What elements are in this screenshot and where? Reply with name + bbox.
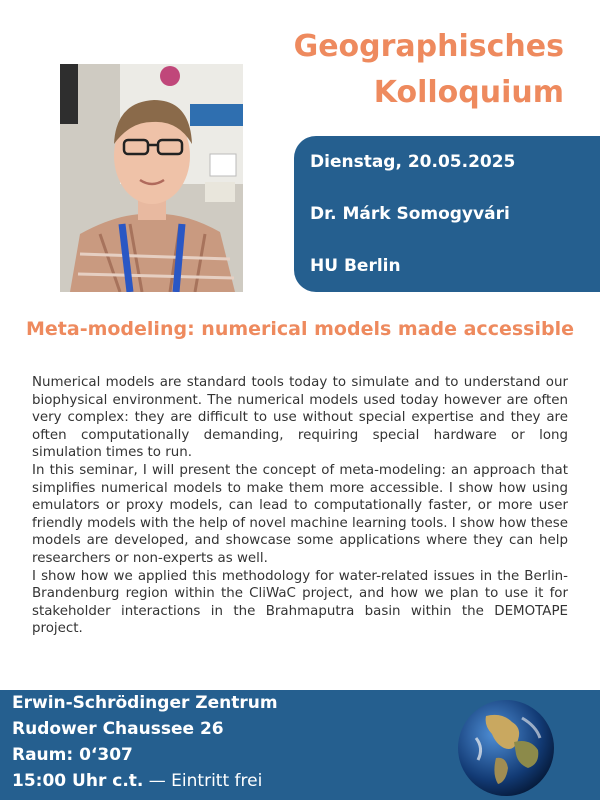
- venue-address: Rudower Chaussee 26: [12, 719, 224, 739]
- talk-title: Meta-modeling: numerical models made accessible: [26, 318, 574, 340]
- globe-icon: [456, 698, 556, 798]
- time-line: [12, 771, 262, 791]
- start-time: 15:00 Uhr c.t.: [12, 771, 144, 791]
- abstract-paragraph: Numerical models are standard tools today to simulate and to understand our biophysical environment. The numerical models used today however are often very complex: they are difficult to use without special expertise and they are often computationally demanding, requiring special hardware or long simulation times to run.: [32, 375, 568, 461]
- footer-location-bar: [0, 690, 600, 800]
- abstract-paragraph: I show how we applied this methodology for water-related issues in the Berlin-Brandenburg region within the CliWaC project, and how we plan to use it for stakeholder interactions in the Brahmaputra basin within the DEMOTAPE project.: [32, 568, 568, 637]
- speaker-photo: [60, 64, 243, 292]
- abstract: [32, 374, 568, 638]
- page-title: [294, 24, 564, 116]
- speaker-name: Dr. Márk Somogyvári: [310, 204, 510, 224]
- title-line-1: Geographisches: [293, 29, 564, 64]
- abstract-paragraph: In this seminar, I will present the concept of meta-modeling: an approach that simplifies numerical models to make them more accessible. I show how using emulators or proxy models, can lead to computationally faster, or more user friendly models with the help of novel machine learning tools. I show how these models are developed, and showcase some applications where they can help researchers or non-experts as well.: [32, 462, 568, 566]
- event-info-box: [294, 136, 600, 292]
- event-date: Dienstag, 20.05.2025: [310, 152, 516, 172]
- speaker-affiliation: HU Berlin: [310, 256, 401, 276]
- entry-info: — Eintritt frei: [143, 771, 263, 791]
- room-number: Raum: 0‘307: [12, 745, 133, 765]
- title-line-2: Kolloquium: [373, 75, 564, 110]
- venue-name: Erwin-Schrödinger Zentrum: [12, 693, 278, 713]
